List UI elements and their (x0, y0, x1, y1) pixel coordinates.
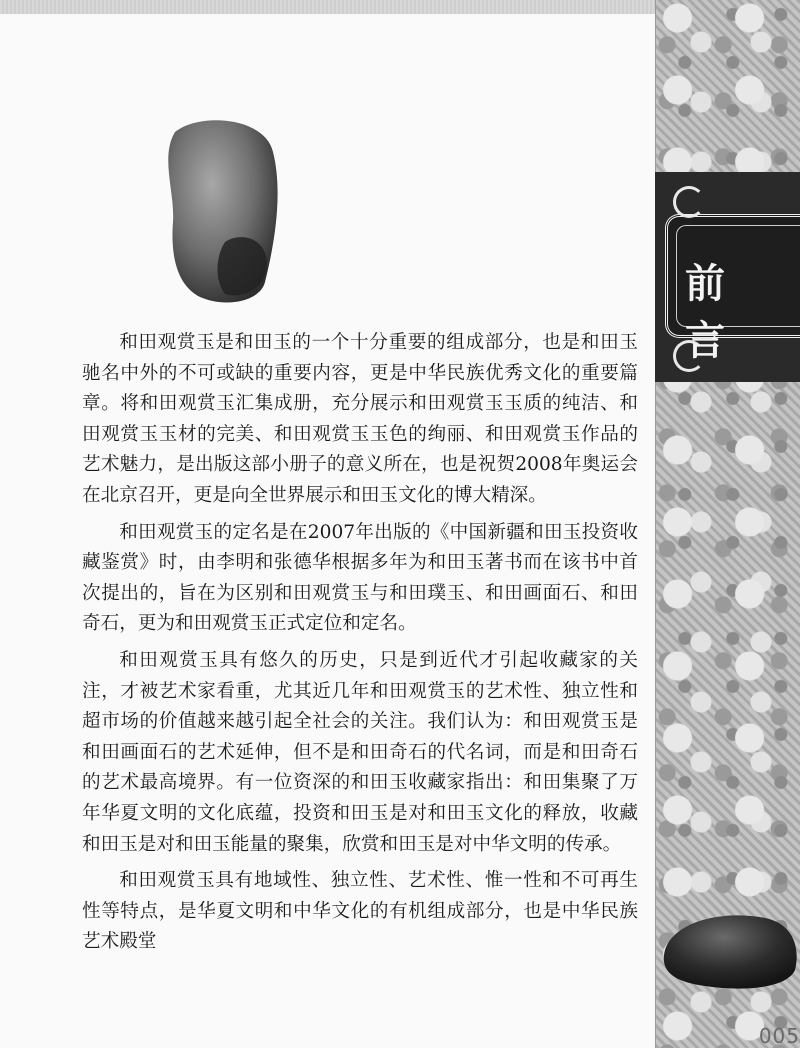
jade-stone-image (655, 900, 800, 995)
section-title-panel (655, 172, 800, 382)
section-title: 前 言 (685, 261, 739, 364)
paragraph: 和田观赏玉具有地域性、独立性、艺术性、惟一性和不可再生性等特点，是华夏文明和中华文化的有机组成部分，也是中华民族艺术殿堂 (82, 870, 638, 953)
preface-body (82, 328, 638, 964)
jade-stone-image (155, 112, 295, 312)
scroll-ornament-icon (673, 186, 705, 218)
paragraph: 和田观赏玉是和田玉的一个十分重要的组成部分，也是和田玉驰名中外的不可或缺的重要内容，更是中华民族优秀文化的重要篇章。将和田观赏玉汇集成册，充分展示和田观赏玉玉质的纯洁、和田观赏玉玉材的完美、和田观赏玉玉色的绚丽、和田观赏玉作品的艺术魅力，是出版这部小册子的意义所在，也是祝贺2008年奥运会在北京召开，更是向全世界展示和田玉文化的博大精深。 (82, 332, 638, 506)
paragraph: 和田观赏玉的定名是在2007年出版的《中国新疆和田玉投资收藏鉴赏》时，由李明和张德华根据多年为和田玉著书而在该书中首次提出的，旨在为区别和田观赏玉与和田璞玉、和田画面石、和田奇石，更为和田观赏玉正式定位和定名。 (82, 521, 638, 635)
top-border-band (0, 0, 655, 14)
page-number: 005 (758, 1024, 800, 1048)
paragraph: 和田观赏玉具有悠久的历史，只是到近代才引起收藏家的关注，才被艺术家看重，尤其近几年和田观赏玉的艺术性、独立性和超市场的价值越来越引起全社会的关注。我们认为：和田观赏玉是和田画面石的艺术延伸，但不是和田奇石的代名词，而是和田奇石的艺术最高境界。有一位资深的和田玉收藏家指出：和田集聚了万年华夏文明的文化底蕴，投资和田玉是对和田玉文化的释放，收藏和田玉是对和田玉能量的聚集，欣赏和田玉是对中华文明的传承。 (82, 649, 638, 855)
decorative-floral-strip (655, 0, 800, 1048)
